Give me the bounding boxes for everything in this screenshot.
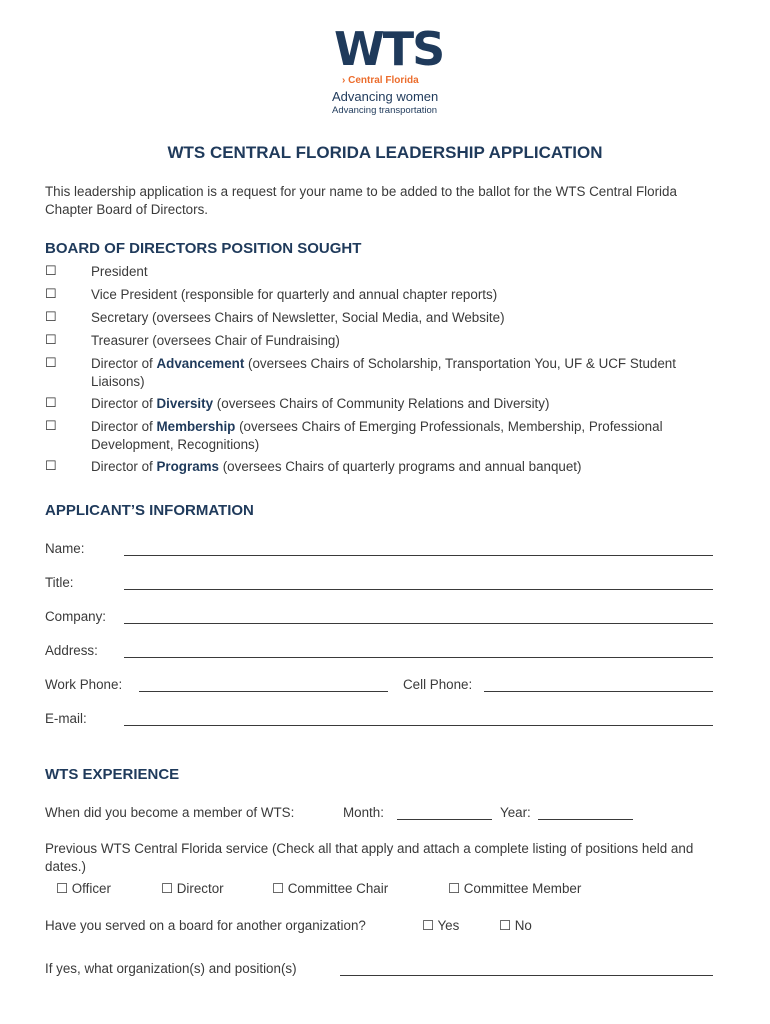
service-text: Previous WTS Central Florida service (Check all that apply and attach a complete listing of positions held and dates.) [45, 841, 694, 874]
checkbox-programs[interactable]: ☐ [45, 458, 57, 473]
page-title: WTS CENTRAL FLORIDA LEADERSHIP APPLICATION [167, 143, 603, 162]
address-field[interactable] [124, 657, 713, 658]
board-question: Have you served on a board for another organization? [45, 918, 366, 933]
checkbox-treasurer[interactable]: ☐ [45, 332, 57, 347]
name-field[interactable] [124, 555, 713, 556]
option-programs: Director of Programs (oversees Chairs of quarterly programs and annual banquet) [91, 459, 582, 474]
option-diversity: Director of Diversity (oversees Chairs of Community Relations and Diversity) [91, 396, 550, 411]
email-label: E-mail: [45, 711, 87, 726]
work-phone-label: Work Phone: [45, 677, 123, 692]
checkbox-committee-member[interactable]: ☐ Committee Member [448, 881, 582, 896]
option-advancement: Director of Advancement (oversees Chairs of Scholarship, Transportation You, UF & UCF Student Liaisons) [91, 356, 676, 389]
cell-phone-field[interactable] [484, 691, 713, 692]
checkbox-secretary[interactable]: ☐ [45, 309, 57, 324]
checkbox-director[interactable]: ☐ Director [161, 881, 224, 896]
checkbox-diversity[interactable]: ☐ [45, 395, 57, 410]
checkbox-no[interactable]: ☐ No [499, 918, 532, 933]
company-label: Company: [45, 609, 107, 624]
year-field[interactable] [538, 819, 633, 820]
logo-tagline-1: Advancing women [332, 89, 439, 104]
name-label: Name: [45, 541, 85, 556]
board-heading: BOARD OF DIRECTORS POSITION SOUGHT [45, 240, 362, 257]
wts-logo [320, 20, 450, 120]
intro-text: This leadership application is a request for your name to be added to the ballot for the WTS Central Florida Chapter Board of Directors. [45, 184, 677, 217]
logo-wordmark: WTS [334, 22, 444, 76]
address-label: Address: [45, 643, 98, 658]
applicant-heading: APPLICANT’S INFORMATION [45, 502, 254, 519]
checkbox-membership[interactable]: ☐ [45, 418, 57, 433]
if-yes-field[interactable] [340, 975, 713, 976]
work-phone-field[interactable] [139, 691, 388, 692]
option-secretary: Secretary (oversees Chairs of Newsletter, Social Media, and Website) [91, 310, 505, 325]
option-president: President [91, 264, 148, 279]
option-membership: Director of Membership (oversees Chairs of Emerging Professionals, Membership, Professional Development, Recognitions) [91, 419, 663, 452]
checkbox-advancement[interactable]: ☐ [45, 355, 57, 370]
year-label: Year: [500, 805, 531, 820]
if-yes-label: If yes, what organization(s) and position(s) [45, 961, 297, 976]
month-field[interactable] [397, 819, 492, 820]
checkbox-officer[interactable]: ☐ Officer [56, 881, 111, 896]
experience-heading: WTS EXPERIENCE [45, 766, 180, 783]
checkbox-committee-chair[interactable]: ☐ Committee Chair [272, 881, 389, 896]
checkbox-yes[interactable]: ☐ Yes [422, 918, 460, 933]
company-field[interactable] [124, 623, 713, 624]
cell-phone-label: Cell Phone: [403, 677, 473, 692]
logo-chapter: › Central Florida [342, 75, 419, 86]
member-since-label: When did you become a member of WTS: [45, 805, 295, 820]
title-label: Title: [45, 575, 74, 590]
checkbox-vice-president[interactable]: ☐ [45, 286, 57, 301]
logo-tagline-2: Advancing transportation [332, 105, 438, 116]
month-label: Month: [343, 805, 384, 820]
email-field[interactable] [124, 725, 713, 726]
option-treasurer: Treasurer (oversees Chair of Fundraising) [91, 333, 340, 348]
option-vice-president: Vice President (responsible for quarterly and annual chapter reports) [91, 287, 498, 302]
title-field[interactable] [124, 589, 713, 590]
checkbox-president[interactable]: ☐ [45, 263, 57, 278]
